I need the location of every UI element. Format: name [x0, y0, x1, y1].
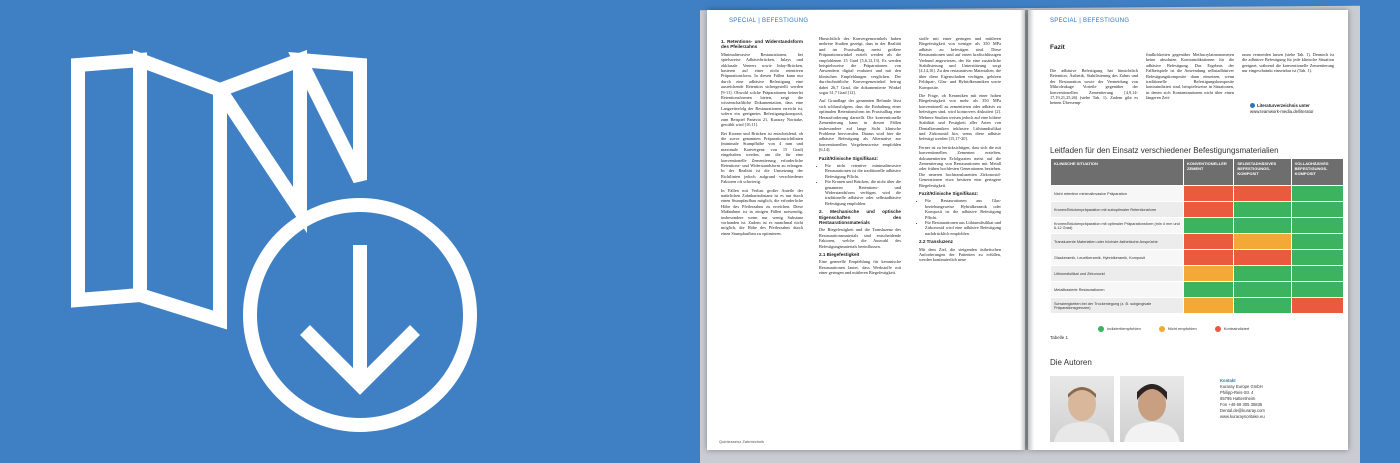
- legend-label: Indiziert/empfohlen: [1107, 326, 1141, 332]
- table-row: [1051, 202, 1344, 218]
- situation-cell: Kronen/Brückenpräparation mit optimaler Präparationsform (min 4 mm und 6-12 Grad): [1051, 218, 1184, 234]
- situation-cell: Metallbasierte Restaurationen: [1051, 282, 1184, 298]
- rating-cell-g: [1234, 282, 1291, 298]
- legend-item: [1098, 326, 1141, 332]
- legend-swatch: [1215, 326, 1221, 332]
- page-header: SPECIAL | BEFESTIGUNG: [729, 18, 809, 24]
- contact-company: Kuraray Europe GmbH: [1220, 384, 1263, 389]
- page-footer: Quintessenz Zahntechnik: [719, 439, 765, 444]
- magazine-right-page: [1028, 10, 1348, 450]
- authors-title: Die Autoren: [1050, 358, 1092, 367]
- table-row: [1051, 282, 1344, 298]
- book-download-icon[interactable]: [60, 30, 480, 440]
- bullet-list: [819, 163, 901, 206]
- legend-item: [1215, 326, 1250, 332]
- text-column-2: [819, 36, 901, 279]
- legend-label: Kontraindiziert: [1223, 326, 1250, 332]
- table-row: [1051, 218, 1344, 234]
- paragraph: Die Biegefestigkeit und die Transluzenz des Restaurationsmaterials sind entscheidende Faktoren, welche die Auswahl des Befestigungsmaterials beeinflussen.: [819, 227, 901, 249]
- paragraph: stoffe mit einer geringen und mittleren Biegefestigkeit von weniger als 350 MPa adhäsiv zu befestigen sind. Diese Restaurationen sind auf einen kraftschlüssigen Verbund angewiesen, der für eine zusätzliche Stabilisierung und Unterstützung sorgt [4,14,16]. Zu den restaurativen Materialien, die über diese Eigenschaften verfügen, gehören Feldspat-, Glas- und Hybridkeramiken sowie Komposite.: [919, 36, 1001, 90]
- contact-label: Kontakt: [1220, 378, 1236, 383]
- rating-cell-r: [1184, 186, 1234, 202]
- rating-cell-g: [1291, 282, 1343, 298]
- bullet-item: • Für Kronen und Brücken, die nicht über die genannten Retentions- und Widerstandsform verfügen, wird die traditionelle adhäsive oder selbstadhäsive Befestigung empfohlen.: [825, 179, 901, 206]
- section-heading: 2.1 Biegefestigkeit: [819, 252, 860, 258]
- fazit-column-3: raum vermeiden lassen (siehe Tab. 1). Dennoch ist die adhäsive Befestigung für jede klinische Situation geeignet, während die konventionelle Zementierung nur eingeschränkt einsetzbar ist (Tab. 1).: [1242, 52, 1334, 74]
- table-header-cell: VOLLADHÄSIVES BEFESTIGUNGS-KOMPOSIT: [1291, 159, 1343, 186]
- rating-cell-g: [1234, 202, 1291, 218]
- rating-cell-r: [1291, 298, 1343, 314]
- rating-cell-g: [1234, 298, 1291, 314]
- paragraph: Die Frage, ob Keramiken mit einer hohen Biegefestigkeit von mehr als 350 MPa konventionell zu zementieren oder adhäsiv zu befestigen sind, wird kontrovers diskutiert [2]. Mehrere Studien weisen jedoch auf eine höhere Stabilität und Festigkeit aller Arten von Dentalkeramiken inklusive Lithiumdisilikat und Zirkonoxid hin, wenn diese adhäsiv befestigt werden [15,17-20].: [919, 93, 1001, 142]
- contact-web[interactable]: www.kuraraynoritake.eu: [1220, 414, 1265, 419]
- guideline-table: [1050, 158, 1344, 314]
- rating-cell-g: [1184, 218, 1234, 234]
- contact-city: 65795 Hattersheim: [1220, 396, 1256, 401]
- situation-cell: Transluzente Materialien oder höchste ästhetische Ansprüche: [1051, 234, 1184, 250]
- bullet-item: • Für Restaurationen aus Glas- beziehungsweise Hybridkeramik oder Komposit ist die adhäsive Befestigung Pflicht.: [925, 198, 1001, 220]
- section-heading: 2.2 Transluzenz: [919, 239, 953, 245]
- rating-cell-g: [1291, 202, 1343, 218]
- rating-cell-r: [1184, 202, 1234, 218]
- section-heading: 2. Mechanische und optische Eigenschaften des Restaurationsmaterials: [819, 209, 901, 225]
- fazit-column-2: findlichkeiten gegenüber Methacrylatmonomeren keine absoluten Kontraindikationen für die adhäsive Befestigung. Das Ergebnis der Fallbeispiele ist die Anwendung selbstadhäsiver Befestigungskomposite dann einsetzen, wenn traditionelle Befestigungskomposite kontraindiziert sind, beispielsweise in Situationen, in denen sich Kontaminationen nicht über einen längeren Zeit-: [1146, 52, 1234, 101]
- section-heading: Fazit/Klinische Signifikanz:: [819, 155, 879, 161]
- legend-swatch: [1159, 326, 1165, 332]
- table-row: [1051, 298, 1344, 314]
- legend-swatch: [1098, 326, 1104, 332]
- paragraph: In Fällen mit Verlust großer Anteile der natürlichen Zahnhartsubstanz ist es nur durch einen Stumpfaufbau möglich, die erforderliche Höhe des Pfeilerzahns zu erreichen. Diese Maßnahme ist in einigen Fällen notwendig, insbesondere wenn nur wenig Substanz vorhanden ist. Zudem ist es manchmal nicht möglich, die Höhe des Pfeilerzahns durch einen Stumpfaufbau zu optimieren.: [721, 187, 803, 236]
- paragraph: Auf Grundlage der genannten Befunde lässt sich schlussfolgern, dass die Einhaltung einer optimalen Retentionsform im Praxisalltag eine Herausforderung darstellt. Die konventionelle Zementierung kann in diesen Fällen insbesondere auf lange Sicht klinische Probleme hervorrufen. Daraus wird hier die adhäsive Befestigung als Alternative zur konventionellen Vorgehensweise empfohlen [6,14].: [819, 98, 901, 153]
- legend-label: Nicht empfohlen: [1167, 326, 1197, 332]
- table-caption: Tabelle 1: [1050, 335, 1069, 340]
- rating-cell-r: [1234, 186, 1291, 202]
- rating-cell-g: [1291, 250, 1343, 266]
- situation-cell: Glaskeramik, Leuzitkeramik, Hybridkeramik, Komposit: [1051, 250, 1184, 266]
- literature-link[interactable]: www.teamwork-media.de/literatur: [1250, 109, 1314, 114]
- literature-label: Literaturverzeichnis unter: [1257, 103, 1310, 108]
- rating-cell-g: [1234, 266, 1291, 282]
- table-header-cell: KLINISCHE SITUATION: [1051, 159, 1184, 186]
- bullet-item: • Für nicht retentive minimalinvasive Restaurationen ist die traditionelle adhäsive Befestigung Pflicht.: [825, 163, 901, 179]
- rating-cell-g: [1291, 186, 1343, 202]
- rating-cell-g: [1291, 266, 1343, 282]
- rating-cell-o: [1184, 298, 1234, 314]
- rating-cell-o: [1184, 266, 1234, 282]
- table-row: [1051, 250, 1344, 266]
- rating-cell-o: [1234, 234, 1291, 250]
- text-column-3: [919, 36, 1001, 266]
- text-column-1: [721, 36, 803, 239]
- magazine-left-page: [707, 10, 1025, 450]
- section-heading: Fazit/Klinische Signifikanz:: [919, 190, 979, 196]
- literature-note: [1250, 103, 1314, 115]
- bullet-list: [919, 198, 1001, 236]
- rating-cell-g: [1184, 282, 1234, 298]
- paragraph: Mit dem Ziel, die steigenden ästhetischen Anforderungen der Patienten zu erfüllen, werden kontinuierlich neue: [919, 246, 1001, 263]
- rating-cell-r: [1184, 250, 1234, 266]
- table-header-cell: KONVENTIONELLER ZEMENT: [1184, 159, 1234, 186]
- situation-cell: Kronen/Brückenpräparation mit suboptimaler Retentionsform: [1051, 202, 1184, 218]
- rating-cell-g: [1291, 234, 1343, 250]
- table-legend: [1098, 326, 1249, 332]
- author-photo-1: [1050, 376, 1114, 442]
- paragraph: Bei Kronen und Brücken ist entscheidend, ob die zuvor genannten Präparationsrichtlinien (minimale Stumpfhöhe von 4 mm und maximale Konvergenz von 15 Grad) eingehalten werden, um die für eine konventionelle Zementierung erforderliche Retentions- und Widerstandsform zu erlangen. In der Realität ist die Umsetzung der Richtlinien jedoch aufgrund verschiedener Faktoren oft schwierig.: [721, 130, 803, 185]
- paragraph: Hinsichtlich des Konvergenzwinkels haben mehrere Studien gezeigt, dass in der Realität und im Praxisalltag meist größere Präparationswinkel erzielt werden als die empfohlenen 15 Grad [5,6,12,13]. Es werden beispielsweise die Präparationen von Anwendern digital evaluiert und mit den klinischen Empfehlungen verglichen. Der durchschnittliche Konvergenzwinkel betrug dabei 26,7 Grad, die dokumentierte Winkel sogar 31,7 Grad [12].: [819, 36, 901, 96]
- table-title: Leitfaden für den Einsatz verschiedener Befestigungsmaterialien: [1050, 146, 1279, 155]
- situation-cell: Schwierigkeiten bei der Trockenlegung (z. B. subgingivale Präparationsgrenzen): [1051, 298, 1184, 314]
- situation-cell: Nicht retentive minimalinvasive Präparation: [1051, 186, 1184, 202]
- bullet-item: • Für Restaurationen aus Lithiumdisilikat und Zirkonoxid wird eine adhäsive Befestigung nachdrücklich empfohlen.: [925, 220, 1001, 236]
- rating-cell-r: [1234, 250, 1291, 266]
- magazine-gutter: [1020, 10, 1034, 450]
- situation-cell: Lithiumdisilikat und Zirkonoxid: [1051, 266, 1184, 282]
- table-row: [1051, 186, 1344, 202]
- section-heading: 1. Retentions- und Widerstandsform des Pfeilerzahns: [721, 39, 803, 50]
- fazit-title: Fazit: [1050, 44, 1065, 51]
- contact-street: Philipp-Reis-Str. 4: [1220, 390, 1254, 395]
- rating-cell-g: [1234, 218, 1291, 234]
- table-row: [1051, 234, 1344, 250]
- info-icon: [1250, 103, 1255, 108]
- paragraph: Eine generelle Empfehlung für keramische Restaurationen lautet, dass Werkstoffe mit einer geringen und mittleren Biegefestigkeit.: [819, 259, 901, 276]
- rating-cell-r: [1184, 234, 1234, 250]
- contact-block: [1220, 378, 1265, 420]
- page-header: SPECIAL | BEFESTIGUNG: [1050, 18, 1130, 24]
- legend-item: [1159, 326, 1197, 332]
- paragraph: Minimalinvasive Restaurationen, bei spielsweise Adhäsivbrücken, Inlays und okklusale Veneers sowie Inlay-Brücken, basieren auf einer nicht retentiven Präparationsform. In diesen Fällen kann nur durch eine adhäsive Befestigung eine ausreichende Retention sichergestellt werden [9-11]. Obwohl solche Präparationen keinerlei Retentionsformen bieten, zeigt die wissenschaftliche Dokumentation, dass eine Langzeiterfolg der Restaurationen erreicht ist, sofern ein geeignetes Befestigungskomposit, zum Beispiel Panavia 21, Kuraray Noritake, gewählt wird [10,11].: [721, 51, 803, 128]
- contact-email[interactable]: Dental.de@kuraray.com: [1220, 408, 1265, 413]
- table-row: [1051, 266, 1344, 282]
- contact-phone: Fon +49 69 305 35835: [1220, 402, 1263, 407]
- author-photo-2: [1120, 376, 1184, 442]
- table-header-cell: SELBSTADHÄSIVES BEFESTIGUNGS-KOMPOSIT: [1234, 159, 1291, 186]
- rating-cell-g: [1291, 218, 1343, 234]
- paragraph: Ferner ist zu berücksichtigen, dass sich die mit konventionellen Zementen erzielten, dokumentierten Erfolgsraten meist auf die Zementierung von Restaurationen mit Metall oder frühen hochfesten Generationen beziehen. Die neueren hochtransluzenten Zirkonoxid-Generationen etwa besitzen eine geringere Biegefestigkeit.: [919, 144, 1001, 188]
- fazit-column-1: Die adhäsive Befestigung hat hinsichtlich Retention, Ästhetik, Stabilisierung des Zahns und der Restauration sowie der Vermeidung von Mikroleakage Vorteile gegenüber der konventionellen Zementierung [4,9,14-17,19,21,25,26] (siehe Tab. 1). Zudem gibt es keinen Übersemp-: [1050, 68, 1138, 106]
